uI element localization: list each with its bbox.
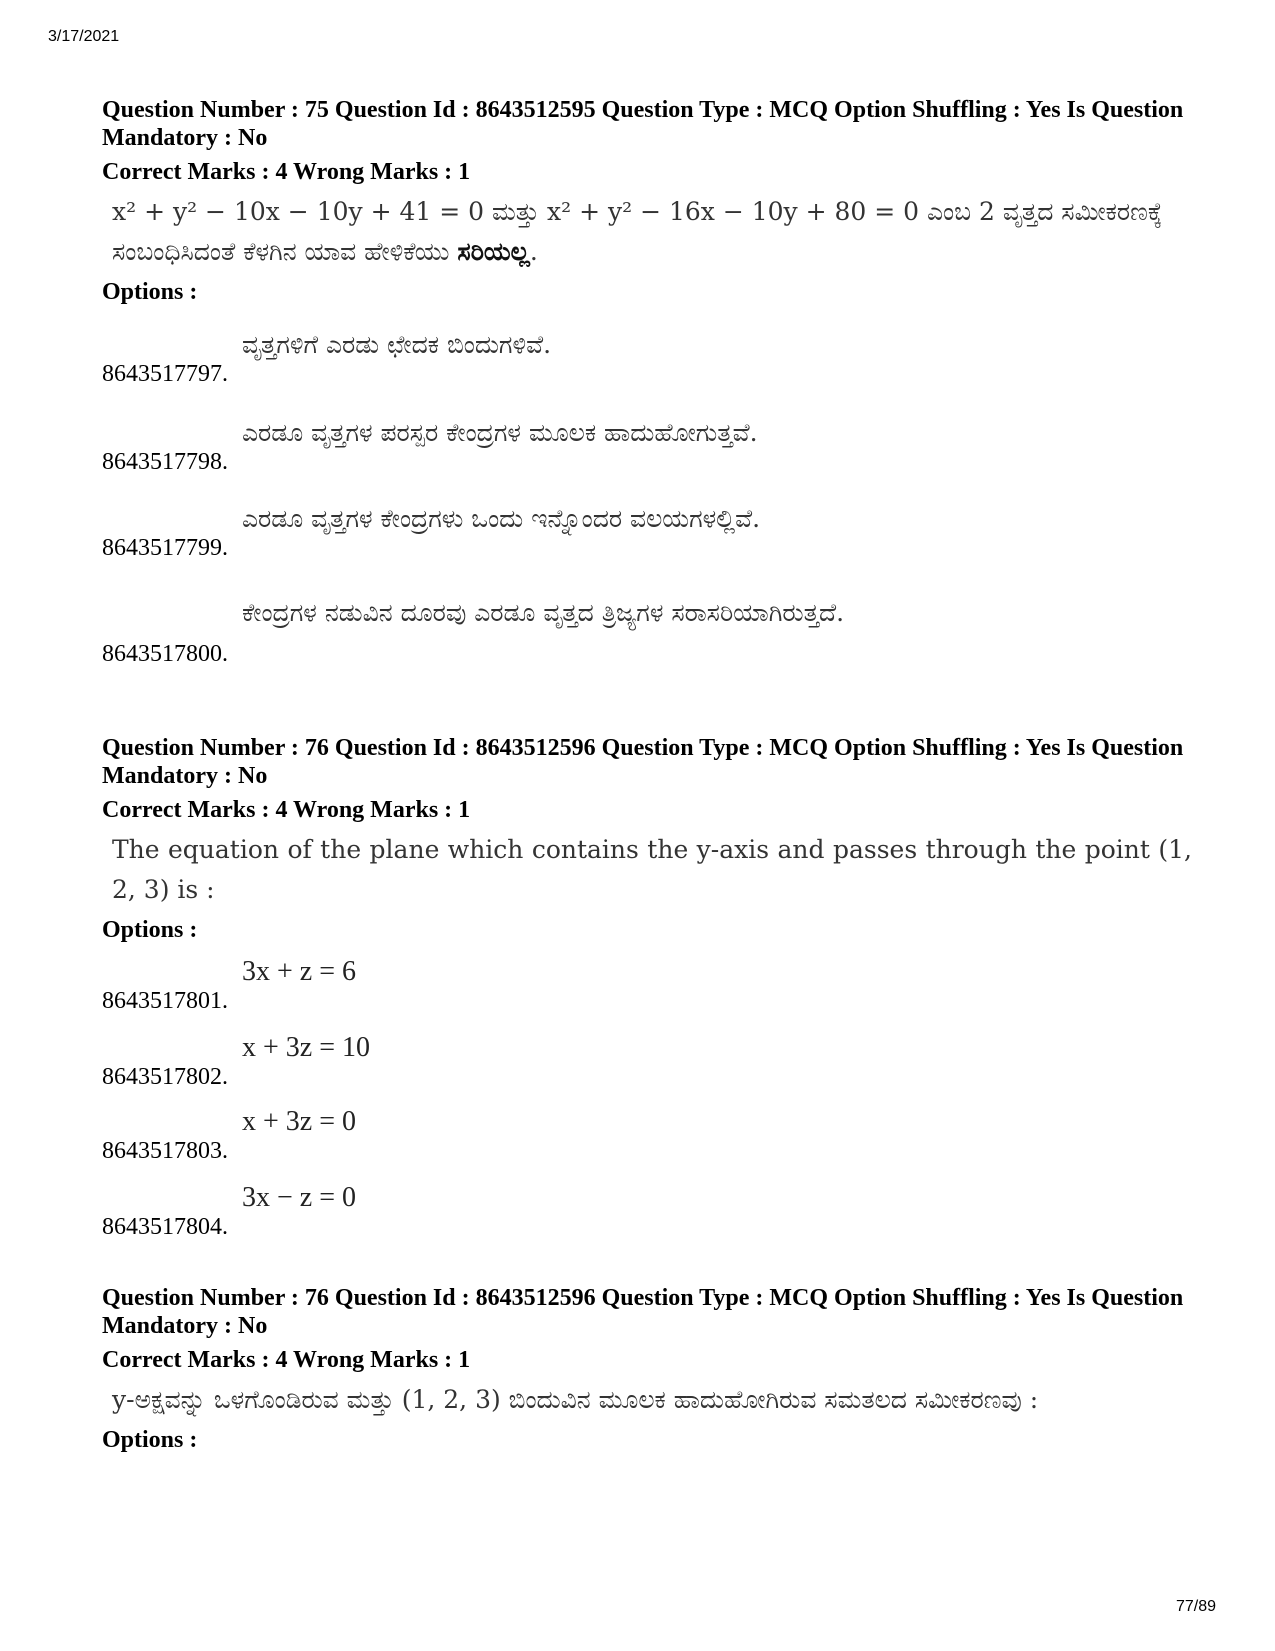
option-item [102, 596, 1192, 668]
option-id: 8643517800. [102, 641, 228, 667]
question-text: y-ಅಕ್ಷವನ್ನು ಒಳಗೊಂಡಿರುವ ಮತ್ತು (1, 2, 3) ಬಿಂದುವಿನ ಮೂಲಕ ಹಾದುಹೋಗಿರುವ ಸಮತಲದ ಸಮೀಕರಣವು : [112, 1385, 1039, 1414]
option-item [102, 955, 1192, 1015]
option-id: 8643517803. [102, 1138, 228, 1164]
question-meta: Question Number : 75 Question Id : 8643512595 Question Type : MCQ Option Shuffling : Yes Is Question Mandatory : No [102, 97, 1184, 151]
option-text: 3x + z = 6 [242, 956, 357, 987]
question-block-76-en [102, 734, 1192, 944]
option-item [102, 502, 1192, 562]
options-label: Options : [102, 917, 198, 943]
option-text: ಕೇಂದ್ರಗಳ ನಡುವಿನ ದೂರವು ಎರಡೂ ವೃತ್ತದ ತ್ರಿಜ್ಯಗಳ ಸರಾಸರಿಯಾಗಿರುತ್ತದೆ. [242, 598, 845, 627]
question-block-75 [102, 96, 1192, 306]
option-id: 8643517799. [102, 535, 228, 561]
question-text [112, 192, 1192, 272]
question-text-line2: ಸಂಬಂಧಿಸಿದಂತೆ ಕೆಳಗಿನ ಯಾವ ಹೇಳಿಕೆಯು ಸರಿಯಲ್ಲ. [112, 237, 538, 266]
print-date: 3/17/2021 [48, 28, 120, 45]
question-meta: Question Number : 76 Question Id : 8643512596 Question Type : MCQ Option Shuffling : Yes Is Question Mandatory : No [102, 735, 1184, 789]
option-item [102, 416, 1192, 476]
options-label: Options : [102, 279, 198, 305]
options-label: Options : [102, 1427, 198, 1453]
option-id: 8643517802. [102, 1064, 228, 1090]
option-text: x + 3z = 0 [242, 1106, 357, 1137]
option-item [102, 328, 1192, 388]
option-text: ಎರಡೂ ವೃತ್ತಗಳ ಕೇಂದ್ರಗಳು ಒಂದು ಇನ್ನೊಂದರ ವಲಯಗಳಲ್ಲಿವೆ. [242, 504, 761, 533]
option-item [102, 1031, 1192, 1091]
option-id: 8643517804. [102, 1214, 228, 1240]
option-text: ವೃತ್ತಗಳಿಗೆ ಎರಡು ಛೇದಕ ಬಿಂದುಗಳಿವೆ. [242, 330, 552, 359]
question-block-76-kn [102, 1284, 1192, 1454]
options-list-76-en [102, 955, 1192, 1255]
option-item [102, 1181, 1192, 1241]
option-id: 8643517798. [102, 449, 228, 475]
question-marks: Correct Marks : 4 Wrong Marks : 1 [102, 159, 471, 185]
emphasis-word: ಸರಿಯಲ್ಲ [457, 237, 530, 266]
question-marks: Correct Marks : 4 Wrong Marks : 1 [102, 1347, 471, 1373]
option-id: 8643517801. [102, 988, 228, 1014]
option-text: ಎರಡೂ ವೃತ್ತಗಳ ಪರಸ್ಪರ ಕೇಂದ್ರಗಳ ಮೂಲಕ ಹಾದುಹೋಗುತ್ತವೆ. [242, 418, 758, 447]
question-text-line1: x² + y² − 10x − 10y + 41 = 0 ಮತ್ತು x² + y² − 16x − 10y + 80 = 0 ಎಂಬ 2 ವೃತ್ತದ ಸಮೀಕರಣಕ್ಕೆ [112, 197, 1163, 226]
question-meta: Question Number : 76 Question Id : 8643512596 Question Type : MCQ Option Shuffling : Yes Is Question Mandatory : No [102, 1285, 1184, 1339]
question-marks: Correct Marks : 4 Wrong Marks : 1 [102, 797, 471, 823]
option-text: x + 3z = 10 [242, 1032, 371, 1063]
question-text: The equation of the plane which contains the y-axis and passes through the point (1, 2, 3) is : [112, 835, 1192, 904]
page-number: 77/89 [1176, 1598, 1217, 1615]
option-id: 8643517797. [102, 361, 228, 387]
option-item [102, 1105, 1192, 1165]
option-text: 3x − z = 0 [242, 1182, 357, 1213]
options-list-75 [102, 328, 1192, 688]
